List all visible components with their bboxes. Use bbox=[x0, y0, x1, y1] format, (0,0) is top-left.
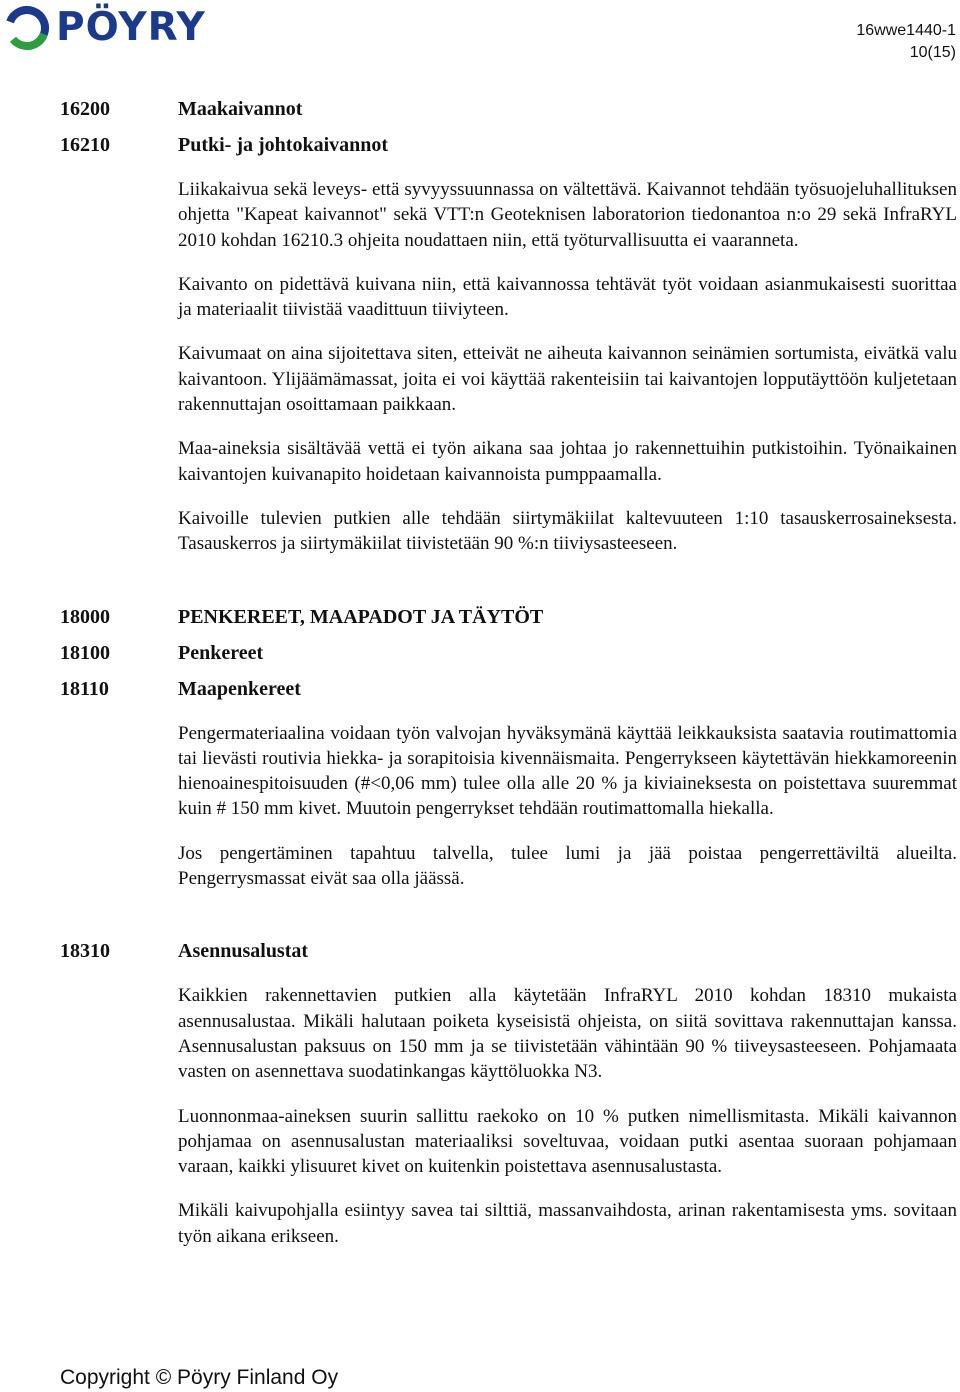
body-paragraph: Kaivoille tulevien putkien alle tehdään siirtymäkiilat kaltevuuteen 1:10 tasauskerrosaineksesta. Tasauskerros ja siirtymäkiilat tiivistetään 90 %:n tiiviysasteeseen. bbox=[178, 507, 957, 555]
document-identifier bbox=[856, 20, 956, 64]
section-title: Maakaivannot bbox=[178, 98, 303, 120]
body-paragraph: Jos pengertäminen tapahtuu talvella, tulee lumi ja jää poistaa pengerrettäviltä alueilta. Pengerrysmassat eivät saa olla jäässä. bbox=[178, 842, 957, 890]
section-title: Putki- ja johtokaivannot bbox=[178, 134, 389, 156]
section-number: 18100 bbox=[60, 641, 110, 664]
section-heading bbox=[60, 132, 957, 158]
section-number: 18000 bbox=[60, 605, 110, 628]
section-heading bbox=[60, 604, 957, 630]
section-heading bbox=[60, 96, 957, 122]
section-number: 16200 bbox=[60, 98, 110, 120]
section-heading bbox=[60, 640, 957, 666]
document-body bbox=[60, 96, 957, 1260]
page-number: 10(15) bbox=[909, 44, 956, 61]
document-number: 16wwe1440-1 bbox=[856, 22, 956, 39]
section-title: Asennusalustat bbox=[178, 940, 309, 963]
section-title: Penkereet bbox=[178, 641, 264, 664]
section-heading bbox=[60, 676, 957, 702]
section-number: 16210 bbox=[60, 134, 110, 156]
body-paragraph: Kaivumaat on aina sijoitettava siten, etteivät ne aiheuta kaivannon seinämien sortumista, eivätkä valu kaivantoon. Ylijäämämassat, joita ei voi käyttää rakenteisiin tai kaivantojen lopputäyttöön kuljetetaan rakennuttajan osoittamaan paikkaan. bbox=[178, 343, 957, 416]
section-title: PENKEREET, MAAPADOT JA TÄYTÖT bbox=[178, 605, 544, 628]
body-paragraph: Mikäli kaivupohjalla esiintyy savea tai silttiä, massanvaihdosta, arinan rakentamisesta yms. sovitaan työn aikana erikseen. bbox=[178, 1200, 957, 1247]
body-paragraph: Pengermateriaalina voidaan työn valvojan hyväksymänä käyttää leikkauksista saatavia routimattomia tai lievästi routivia hiekka- ja sorapitoisia kivennäismaita. Pengerrykseen käytettävän hiekkamoreenin hienoainespitoisuuden (#<0,06 mm) tulee olla alle 20 % ja kiviaineksesta on poistettava suuremmat kuin # 150 mm kivet. Muutoin pengerrykset tehdään routimattomalla hiekalla. bbox=[178, 722, 957, 820]
poyry-swirl-icon bbox=[4, 5, 50, 51]
copyright-footer: Copyright © Pöyry Finland Oy bbox=[60, 1366, 339, 1389]
logo-wordmark: PÖYRY bbox=[56, 5, 206, 50]
body-paragraph: Maa-aineksia sisältävää vettä ei työn aikana saa johtaa jo rakennettuihin putkistoihin. Työnaikainen kaivantojen kuivanapito hoidetaan kaivannoista pumppaamalla. bbox=[178, 438, 957, 485]
section-spacer bbox=[60, 568, 957, 604]
body-paragraph: Kaikkien rakennettavien putkien alla käytetään InfraRYL 2010 kohdan 18310 mukaista asennusalustaa. Mikäli halutaan poiketa kyseisistä ohjeista, on siitä sovittava rakennuttajan kanssa. Asennusalustan paksuus on 150 mm ja se tiivistetään vähintään 90 % tiiveysasteeseen. Pohjamaata vasten on asennettava suodatinkangas käyttöluokka N3. bbox=[178, 985, 957, 1083]
company-logo bbox=[4, 4, 206, 52]
body-paragraph: Liikakaivua sekä leveys- että syvyyssuunnassa on vältettävä. Kaivannot tehdään työsuojeluhallituksen ohjetta "Kapeat kaivannot" sekä VTT:n Geoteknisen laboratorion tiedonantoa n:o 29 sekä InfraRYL 2010 kohdan 16210.3 ohjeita noudattaen niin, että työturvallisuutta ei vaaranneta. bbox=[178, 179, 957, 251]
section-title: Maapenkereet bbox=[178, 677, 301, 700]
body-paragraph: Luonnonmaa-aineksen suurin sallittu raekoko on 10 % putken nimellismitasta. Mikäli kaivannon pohjamaa on asennusalustan materiaaliksi soveltuvaa, voidaan putki asentaa suoraan pohjamaan varaan, kaikki ylisuuret kivet on kuitenkin poistettava asennusalustasta. bbox=[178, 1105, 957, 1178]
section-spacer bbox=[60, 902, 957, 938]
section-number: 18310 bbox=[60, 940, 110, 963]
body-paragraph: Kaivanto on pidettävä kuivana niin, että kaivannossa tehtävät työt voidaan asianmukaisesti suorittaa ja materiaalit tiivistää vaadittuun tiiviyteen. bbox=[178, 273, 957, 321]
section-heading bbox=[60, 938, 957, 964]
section-number: 18110 bbox=[60, 677, 109, 700]
